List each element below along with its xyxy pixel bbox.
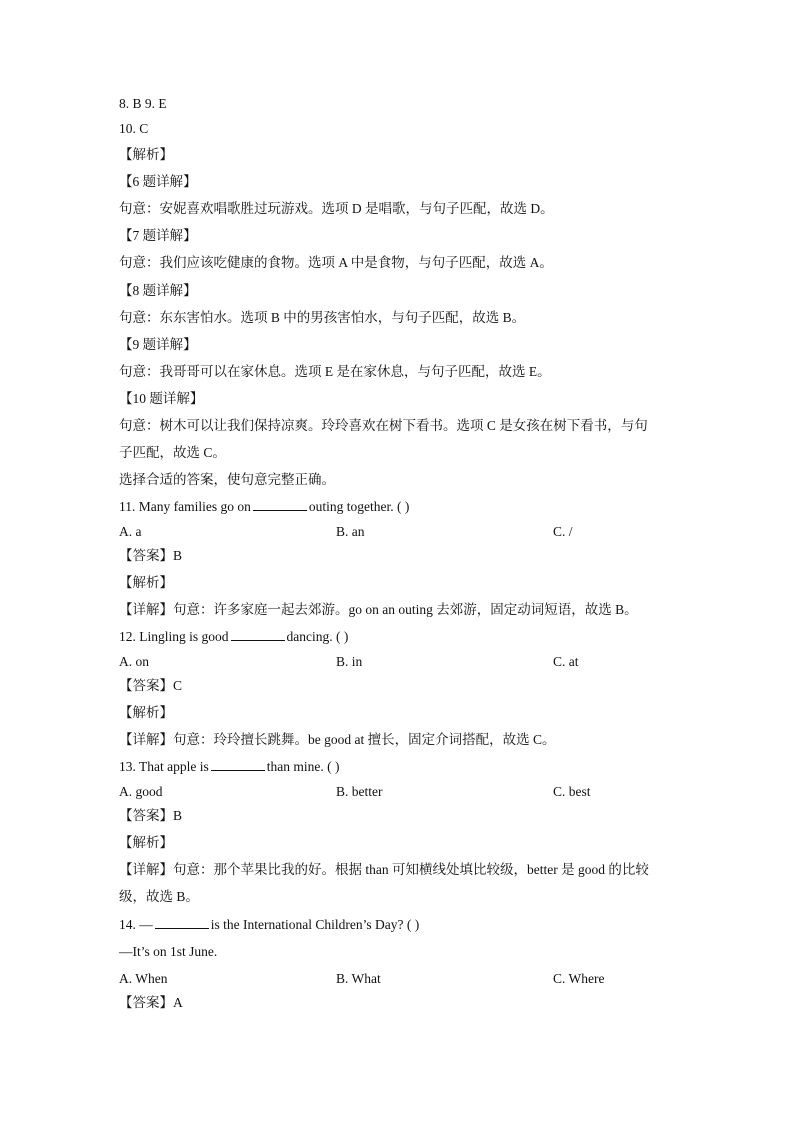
q12-option-a: A. on [119, 654, 149, 669]
q11-detail: 【详解】句意：许多家庭一起去郊游。go on an outing 去郊游，固定动词短语，故选 B。 [119, 602, 638, 617]
q11-option-a: A. a [119, 524, 142, 539]
question-14-stem: 14. — is the International Children’s Day? ( ) [119, 917, 420, 932]
q11-option-b: B. an [336, 524, 365, 539]
detail-text-7: 句意：我们应该吃健康的食物。选项 A 中是食物，与句子匹配，故选 A。 [119, 255, 553, 270]
answer-line-10: 10. C [119, 121, 149, 136]
q14-option-b: B. What [336, 971, 381, 986]
q13-option-c: C. best [553, 784, 591, 799]
analysis-heading: 【解析】 [119, 147, 173, 162]
q11-answer: 【答案】B [119, 548, 183, 563]
detail-heading-8: 【8 题详解】 [119, 283, 197, 298]
q12-answer: 【答案】C [119, 678, 183, 693]
q13-detail: 【详解】句意：那个苹果比我的好。根据 than 可知横线处填比较级，better 是 good 的比较 [119, 862, 649, 877]
detail-text-9: 句意：我哥哥可以在家休息。选项 E 是在家休息，与句子匹配，故选 E。 [119, 364, 551, 379]
q11-analysis: 【解析】 [119, 575, 173, 590]
detail-text-8: 句意：东东害怕水。选项 B 中的男孩害怕水，与句子匹配，故选 B。 [119, 310, 526, 325]
detail-heading-7: 【7 题详解】 [119, 228, 197, 243]
detail-text-6: 句意：安妮喜欢唱歌胜过玩游戏。选项 D 是唱歌，与句子匹配，故选 D。 [119, 201, 554, 216]
detail-heading-6: 【6 题详解】 [119, 174, 197, 189]
q12-option-c: C. at [553, 654, 579, 669]
detail-heading-10: 【10 题详解】 [119, 391, 204, 406]
section-instruction: 选择合适的答案，使句意完整正确。 [119, 472, 335, 487]
q14-option-c: C. Where [553, 971, 605, 986]
answer-blank [231, 628, 285, 641]
detail-heading-9: 【9 题详解】 [119, 337, 197, 352]
q14-answer: 【答案】A [119, 995, 183, 1010]
answer-blank [253, 498, 307, 511]
detail-text-10: 句意：树木可以让我们保持凉爽。玲玲喜欢在树下看书。选项 C 是女孩在树下看书，与句 [119, 418, 648, 433]
answer-blank [155, 916, 209, 929]
q12-option-b: B. in [336, 654, 363, 669]
answer-blank [211, 758, 265, 771]
q11-option-c: C. / [553, 524, 573, 539]
question-12-stem: 12. Lingling is good dancing. ( ) [119, 629, 349, 644]
detail-text-10-cont: 子匹配，故选 C。 [119, 445, 226, 460]
q13-answer: 【答案】B [119, 808, 183, 823]
q13-detail-cont: 级，故选 B。 [119, 889, 199, 904]
q14-reply: —It’s on 1st June. [119, 944, 218, 959]
answer-line-8-9: 8. B 9. E [119, 96, 167, 111]
q13-analysis: 【解析】 [119, 835, 173, 850]
q13-option-a: A. good [119, 784, 163, 799]
q12-analysis: 【解析】 [119, 705, 173, 720]
question-13-stem: 13. That apple is than mine. ( ) [119, 759, 340, 774]
q14-option-a: A. When [119, 971, 168, 986]
q12-detail: 【详解】句意：玲玲擅长跳舞。be good at 擅长，固定介词搭配，故选 C。 [119, 732, 556, 747]
question-11-stem: 11. Many families go on outing together. ( ) [119, 499, 410, 514]
q13-option-b: B. better [336, 784, 383, 799]
